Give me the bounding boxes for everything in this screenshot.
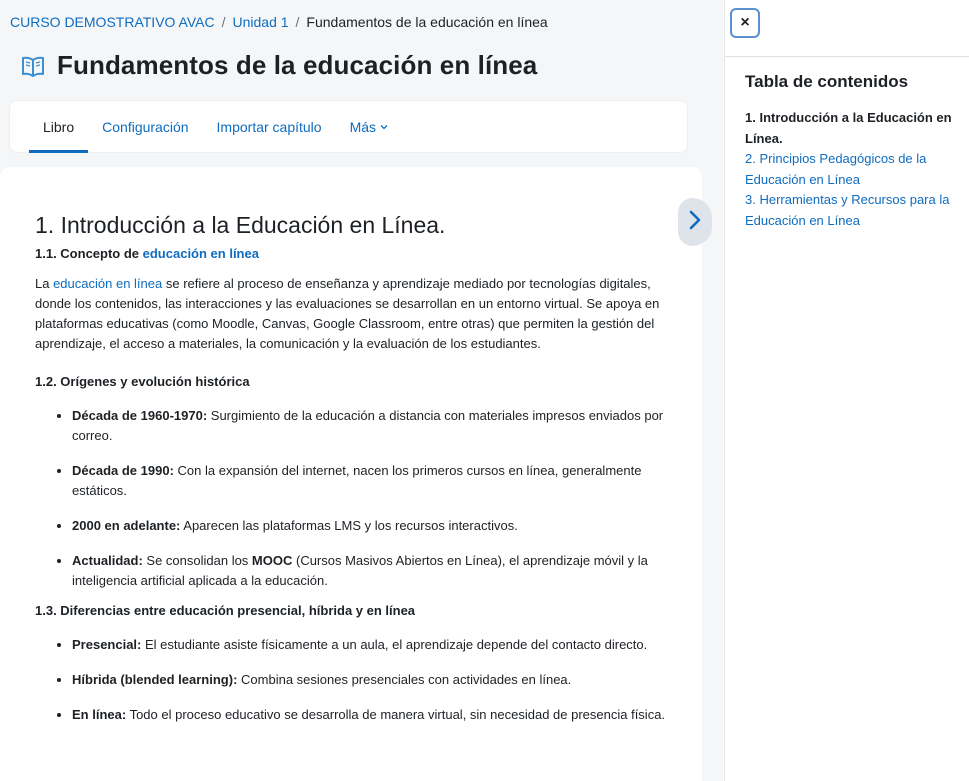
tab-mas[interactable]	[336, 101, 402, 152]
section-heading-text: 1.1. Concepto de	[35, 246, 143, 261]
section-heading	[35, 246, 672, 261]
tab-label: Libro	[43, 118, 75, 135]
list-item-text: Con la expansión del internet, nacen los primeros cursos en línea, generalmente estáticos.	[72, 463, 642, 498]
list-item-term: Presencial:	[72, 637, 142, 652]
list-item-term: Década de 1990:	[72, 463, 174, 478]
list-item-text: Todo el proceso educativo se desarrolla de manera virtual, sin necesidad de presencia física.	[126, 707, 666, 722]
section-heading: 1.2. Orígenes y evolución histórica	[35, 374, 250, 389]
list-item	[72, 461, 672, 501]
book-content	[0, 167, 702, 781]
modes-list	[35, 635, 672, 725]
paragraph-text: La	[35, 276, 54, 291]
secondary-navigation	[9, 100, 688, 153]
toc-list	[745, 108, 963, 231]
next-chapter-button[interactable]	[678, 198, 712, 246]
list-item	[72, 705, 672, 725]
list-item-term: En línea:	[72, 707, 127, 722]
list-item	[72, 635, 672, 655]
divider	[725, 56, 969, 57]
list-item-term: Década de 1960-1970:	[72, 408, 208, 423]
glossary-link[interactable]: educación en línea	[142, 246, 259, 261]
paragraph	[35, 274, 672, 354]
chevron-down-icon	[380, 122, 388, 132]
breadcrumb-separator: /	[295, 14, 300, 30]
page-header	[20, 50, 537, 81]
list-item-emphasis: MOOC	[251, 553, 293, 568]
breadcrumb-current: Fundamentos de la educación en línea	[306, 14, 548, 30]
toc-title: Tabla de contenidos	[745, 72, 909, 91]
list-item-text: Surgimiento de la educación a distancia con materiales impresos enviados por correo.	[72, 408, 664, 443]
tab-importar-capitulo[interactable]	[203, 101, 336, 152]
history-list	[35, 406, 672, 591]
list-item-text: El estudiante asiste físicamente a un aula, el aprendizaje depende del contacto directo.	[141, 637, 648, 652]
tab-label: Configuración	[102, 118, 189, 135]
close-icon: ×	[740, 14, 750, 31]
section-heading: 1.3. Diferencias entre educación presencial, híbrida y en línea	[35, 603, 416, 618]
list-item-term: Híbrida (blended learning):	[72, 672, 238, 687]
tab-configuracion[interactable]	[88, 101, 202, 152]
chapter-title: 1. Introducción a la Educación en Línea.	[35, 212, 446, 238]
paragraph-text: se refiere al proceso de enseñanza y aprendizaje mediado por tecnologías digitales, donde los contenidos, las interacciones y las evaluaciones se desarrollan en un entorno virtual. Se apoya en plataformas educativas (como Moodle, Canvas, Google Classroom, entre otras) que permiten la gestión del aprendizaje, el acceso a materiales, la comunicación y la evaluación de los estudiantes.	[35, 276, 660, 351]
table-of-contents-drawer	[724, 0, 969, 781]
list-item-text: (Cursos Masivos Abiertos en Línea), el aprendizaje móvil y la inteligencia artificial aplicada a la educación.	[72, 553, 648, 588]
chevron-right-icon	[688, 209, 702, 236]
list-item-text: Se consolidan los	[142, 553, 252, 568]
tab-label: Importar capítulo	[216, 118, 322, 135]
close-drawer-button[interactable]	[730, 8, 760, 38]
list-item	[72, 516, 672, 536]
list-item-term: 2000 en adelante:	[72, 518, 181, 533]
breadcrumb-separator: /	[221, 14, 226, 30]
toc-item-chapter-3[interactable]: 3. Herramientas y Recursos para la Educación en Línea	[745, 192, 950, 228]
toc-item-chapter-1: 1. Introducción a la Educación en Línea.	[745, 110, 952, 146]
toc-item-chapter-2[interactable]: 2. Principios Pedagógicos de la Educación en Línea	[745, 151, 927, 187]
list-item	[72, 551, 672, 591]
tab-libro[interactable]	[29, 101, 88, 152]
tab-label: Más	[349, 118, 377, 135]
breadcrumb	[10, 14, 548, 30]
list-item	[72, 670, 672, 690]
list-item-text: Combina sesiones presenciales con actividades en línea.	[237, 672, 572, 687]
list-item	[72, 406, 672, 446]
breadcrumb-course-link[interactable]: CURSO DEMOSTRATIVO AVAC	[10, 14, 215, 30]
list-item-text: Aparecen las plataformas LMS y los recursos interactivos.	[180, 518, 518, 533]
page-title: Fundamentos de la educación en línea	[57, 50, 538, 80]
book-icon	[20, 53, 46, 79]
breadcrumb-unit-link[interactable]: Unidad 1	[232, 14, 289, 30]
list-item-term: Actualidad:	[72, 553, 143, 568]
glossary-link[interactable]: educación en línea	[53, 276, 163, 291]
